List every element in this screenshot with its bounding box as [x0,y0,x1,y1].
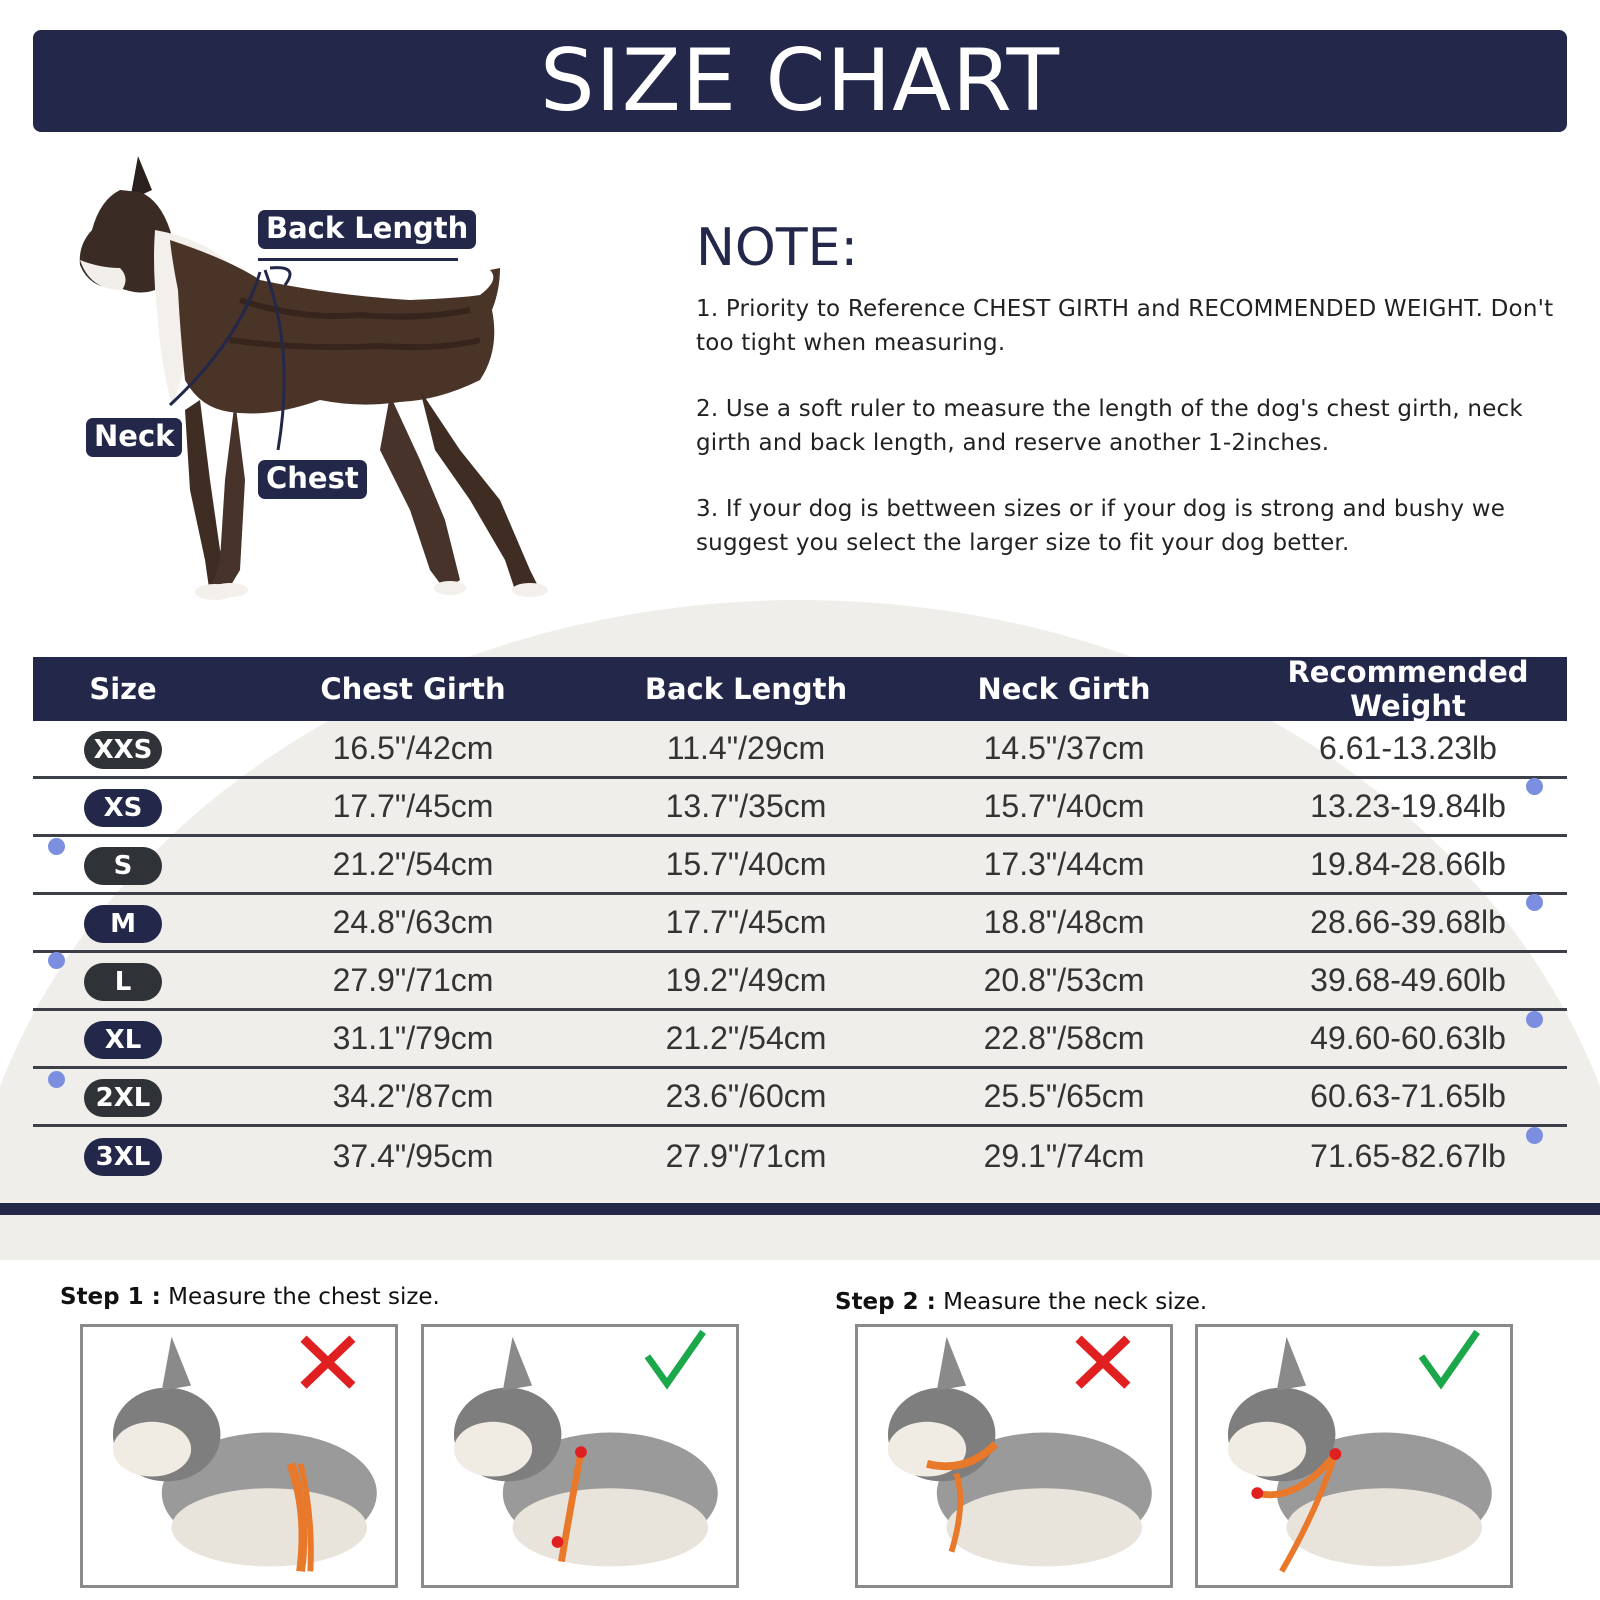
title-banner [33,30,1567,132]
chest-cell: 27.9"/71cm [332,962,494,998]
back-cell: 15.7"/40cm [665,846,827,882]
table-row [33,1069,1567,1127]
step-1-right-photo [421,1324,739,1588]
right-mark-icon [1421,1332,1477,1384]
step-2-text: Measure the neck size. [943,1289,1208,1315]
right-mark-icon [647,1332,703,1384]
note-heading: NOTE: [696,218,858,278]
table-row [33,1011,1567,1069]
chest-cell: 17.7"/45cm [332,788,494,824]
weight-cell: 19.84-28.66lb [1310,846,1506,882]
divider-dot [48,1071,65,1088]
size-badge: XXS [84,731,163,769]
note-item-3: 3. If your dog is bettween sizes or if your dog is strong and bushy we suggest you select the larger size to fit your dog better. [696,496,1506,556]
back-cell: 11.4"/29cm [666,730,826,766]
neck-cell: 20.8"/53cm [983,962,1145,998]
header-back-length: Back Length [644,672,848,706]
table-row [33,953,1567,1011]
chest-cell: 16.5"/42cm [332,730,494,766]
back-cell: 17.7"/45cm [665,904,827,940]
size-badge: XS [84,789,162,827]
table-row [33,779,1567,837]
table-bottom-rule [0,1203,1600,1215]
neck-cell: 25.5"/65cm [983,1078,1145,1114]
table-row [33,721,1567,779]
back-cell: 21.2"/54cm [665,1020,827,1056]
size-table [33,657,1567,1185]
step-1-caption [60,1284,440,1310]
chest-cell: 37.4"/95cm [332,1137,494,1174]
divider-dot [1526,1127,1543,1144]
size-badge: 2XL [84,1079,162,1117]
step-2-label: Step 2 : [835,1289,936,1315]
weight-cell: 49.60-60.63lb [1310,1020,1506,1056]
size-badge: M [84,905,162,943]
back-length-tag: Back Length [258,210,476,249]
divider-dot [1526,894,1543,911]
chest-cell: 24.8"/63cm [332,904,494,940]
weight-cell: 60.63-71.65lb [1310,1078,1506,1114]
wrong-mark-icon [1079,1339,1128,1386]
neck-cell: 17.3"/44cm [983,846,1145,882]
size-badge: L [84,963,162,1001]
table-header [33,657,1567,721]
size-badge: 3XL [84,1138,162,1176]
header-recommended-weight: Recommended Weight [1287,655,1529,723]
step-1-label: Step 1 : [60,1284,161,1310]
note-item-1: 1. Priority to Reference CHEST GIRTH and RECOMMENDED WEIGHT. Don't too tight when measuring. [696,296,1554,356]
divider-dot [48,838,65,855]
neck-cell: 29.1"/74cm [983,1137,1145,1174]
back-length-underline [258,258,458,261]
step-2-caption [835,1289,1207,1315]
chest-cell: 21.2"/54cm [332,846,494,882]
neck-cell: 18.8"/48cm [983,904,1145,940]
step-2-right-photo [1195,1324,1513,1588]
chest-cell: 34.2"/87cm [332,1078,494,1114]
divider-dot [1526,778,1543,795]
back-cell: 23.6"/60cm [665,1078,827,1114]
back-cell: 13.7"/35cm [665,788,827,824]
step-2-wrong-photo [855,1324,1173,1588]
chest-tag: Chest [258,460,367,499]
table-row [33,837,1567,895]
note-section [696,218,1556,592]
weight-cell: 28.66-39.68lb [1310,904,1506,940]
header-neck-girth: Neck Girth [977,672,1151,706]
header-chest-girth: Chest Girth [320,672,506,706]
neck-cell: 14.5"/37cm [983,730,1145,766]
neck-tag: Neck [86,418,182,457]
neck-cell: 22.8"/58cm [983,1020,1145,1056]
back-cell: 19.2"/49cm [665,962,827,998]
header-size: Size [89,672,157,706]
page-title: SIZE CHART [539,31,1061,131]
weight-cell: 71.65-82.67lb [1310,1137,1506,1174]
size-badge: S [84,847,162,885]
table-row [33,1127,1567,1185]
neck-cell: 15.7"/40cm [983,788,1145,824]
note-item-2: 2. Use a soft ruler to measure the length of the dog's chest girth, neck girth and back length, and reserve another 1-2inches. [696,396,1523,456]
weight-cell: 39.68-49.60lb [1310,962,1506,998]
step-1-wrong-photo [80,1324,398,1588]
step-1-text: Measure the chest size. [168,1284,440,1310]
weight-cell: 6.61-13.23lb [1319,730,1497,766]
weight-cell: 13.23-19.84lb [1310,788,1506,824]
table-row [33,895,1567,953]
divider-dot [48,952,65,969]
divider-dot [1526,1011,1543,1028]
wrong-mark-icon [304,1339,353,1386]
back-cell: 27.9"/71cm [665,1137,827,1174]
chest-cell: 31.1"/79cm [332,1020,494,1056]
size-badge: XL [84,1021,162,1059]
